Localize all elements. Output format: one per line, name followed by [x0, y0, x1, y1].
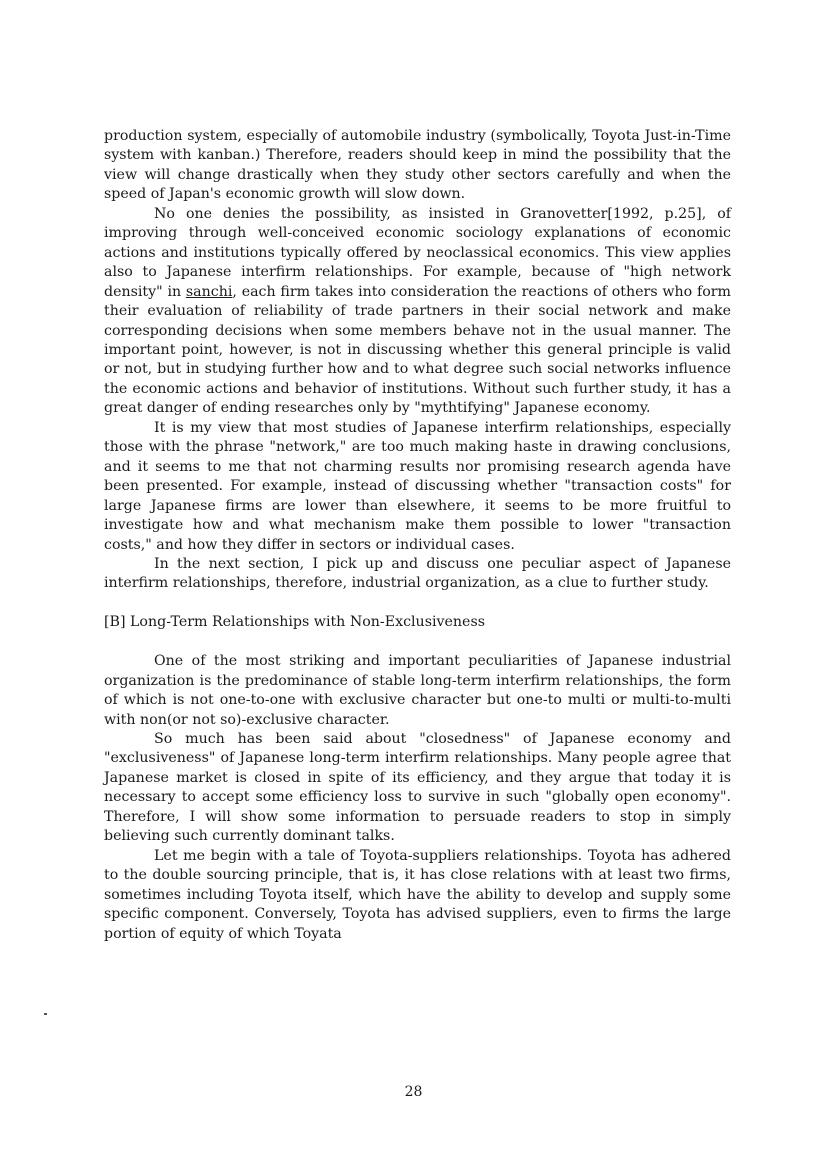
sanchi-term: sanchi	[185, 283, 233, 300]
page-number: 28	[404, 1084, 423, 1100]
section-paragraph-2: So much has been said about "closedness" of Japanese economy and "exclusiveness" of Japanese long-term interfirm relationships. Many people agree that Japanese market is closed in spite of its efficiency, and they argue that today it is necessary to accept some efficiency loss to survive in such "globally open economy". Therefore, I will show some information to persuade readers to stop in simply believing such currently dominant talks.	[104, 731, 731, 845]
section-paragraph-1: One of the most striking and important peculiarities of Japanese industrial organization is the predominance of stable long-term interfirm relationships, the form of which is not one-to-one with exclusive character but one-to multi or multi-to-multi with non(or not so)-exclusive character.	[104, 653, 731, 728]
paragraph-3: It is my view that most studies of Japanese interfirm relationships, especially those with the phrase "network," are too much making haste in drawing conclusions, and it seems to me that not charming results nor promising research agenda have been presented. For example, instead of discussing whether "transaction costs" for large Japanese firms are lower than elsewhere, it seems to be more fruitful to investigate how and what mechanism make them possible to lower "transaction costs," and how they differ in sectors or individual cases.	[104, 419, 731, 553]
section-heading: [B] Long-Term Relationships with Non-Exclusiveness	[104, 614, 486, 631]
body-text	[104, 127, 731, 944]
paragraph-2	[104, 205, 731, 419]
paragraph-1: production system, especially of automobile industry (symbolically, Toyota Just-in-Time system with kanban.) Therefore, readers should keep in mind the possibility that the view will change drastically when they study other sectors carefully and when the speed of Japan's economic growth will slow down.	[104, 128, 731, 203]
section-paragraph-3: Let me begin with a tale of Toyota-suppliers relationships. Toyota has adhered to the double sourcing principle, that is, it has close relations with at least two firms, sometimes including Toyota itself, which have the ability to develop and supply some specific component. Conversely, Toyota has advised suppliers, even to firms the large portion of equity of which Toyata	[104, 847, 731, 942]
paragraph-4: In the next section, I pick up and discuss one peculiar aspect of Japanese interfirm relationships, therefore, industrial organization, as a clue to further study.	[104, 555, 731, 592]
paragraph-2-part-2: , each firm takes into consideration the reactions of others who form their evaluation of reliability of trade partners in their social network and make corresponding decisions when some members behave not in the usual manner. The important point, however, is not in discussing whether this general principle is valid or not, but in studying further how and to what degree such social networks influence the economic actions and behavior of institutions. Without such further study, it has a great danger of ending researches only by "mythtifying" Japanese economy.	[104, 283, 731, 417]
paragraph-2-part-1: No one denies the possibility, as insisted in Granovetter[1992, p.25], of improving through well-conceived economic sociology explanations of economic actions and institutions typically offered by neoclassical economics. This view applies also to Japanese interfirm relationships. For example, because of "high network density" in	[104, 205, 731, 300]
margin-mark	[44, 1013, 47, 1015]
